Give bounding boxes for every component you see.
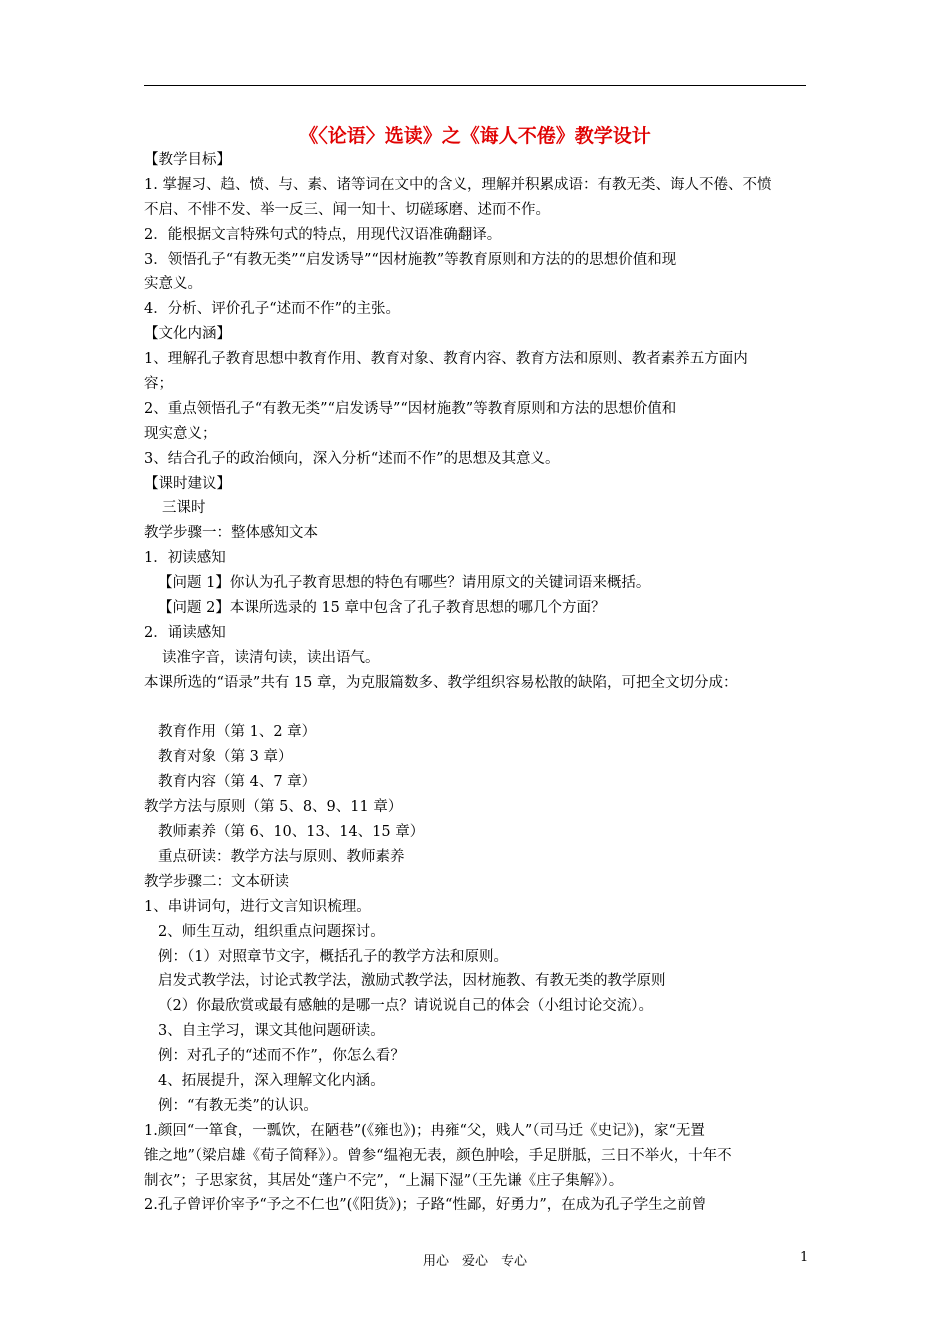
document-body (144, 148, 808, 1218)
text-line: 1.颜回“一箪食，一瓢饮，在陋巷”(《雍也》)；冉雍“父，贱人”（司马迁《史记》)，家“无置 (144, 1122, 705, 1139)
text-line: 实意义。 (144, 276, 202, 293)
text-line: 1、理解孔子教育思想中教育作用、教育对象、教育内容、教育方法和原则、教者素养五方面内 (144, 351, 748, 368)
footer-motto: 用心 爱心 专心 (422, 1254, 527, 1269)
text-line: 重点研读：教学方法与原则、教师素养 (158, 848, 405, 865)
page-footer (0, 1250, 950, 1270)
text-line: 【问题 2】本课所选录的 15 章中包含了孔子教育思想的哪几个方面？ (158, 600, 606, 617)
text-line: 读准字音，读清句读，读出语气。 (162, 649, 380, 666)
text-line: 4．分析、评价孔子“述而不作”的主张。 (144, 301, 401, 318)
text-line: 1、串讲词句，进行文言知识梳理。 (144, 898, 371, 915)
text-line: 1. 掌握习、趋、愤、与、素、诸等词在文中的含义，理解并积累成语：有教无类、诲人不倦、不愤 (144, 176, 772, 193)
text-line: 教师素养（第 6、10、13、14、15 章） (158, 824, 425, 841)
text-line: 制衣”；子思家贫，其居处“蓬户不完”，“上漏下湿”（王先谦《庄子集解》）。 (144, 1172, 624, 1189)
text-line: 教学方法与原则（第 5、8、9、11 章） (144, 799, 403, 816)
text-line: 教学步骤一：整体感知文本 (144, 525, 318, 542)
text-line: 【问题 1】你认为孔子教育思想的特色有哪些？请用原文的关键词语来概括。 (158, 575, 651, 592)
text-line: 教育作用（第 1、2 章） (158, 724, 317, 741)
text-line: 教育对象（第 3 章） (158, 749, 293, 766)
text-line: 2．诵读感知 (144, 624, 226, 641)
text-line: 3、结合孔子的政治倾向，深入分析“述而不作”的思想及其意义。 (144, 450, 560, 467)
text-line: 教育内容（第 4、7 章） (158, 774, 317, 791)
text-line: 启发式教学法，讨论式教学法，激励式教学法，因材施教、有教无类的教学原则 (158, 973, 666, 990)
text-line (144, 696, 808, 721)
text-line: 2、重点领悟孔子“有教无类”“启发诱导”“因材施教”等教育原则和方法的思想价值和 (144, 400, 677, 417)
text-line: 1．初读感知 (144, 550, 226, 567)
text-line: 例：“有教无类”的认识。 (158, 1097, 318, 1114)
text-line: 三课时 (162, 500, 206, 517)
text-line: 【教学目标】 (144, 152, 231, 168)
text-line: 2、师生互动，组织重点问题探讨。 (158, 923, 385, 940)
document-title: 《〈论语〉选读》之《诲人不倦》教学设计 (299, 125, 651, 147)
text-line: 例：（1）对照章节文字，概括孔子的教学方法和原则。 (158, 948, 508, 965)
text-line: （2）你最欣赏或最有感触的是哪一点？请说说自己的体会（小组讨论交流）。 (158, 998, 653, 1015)
text-line: 容； (144, 376, 173, 393)
text-line: 现实意义； (144, 425, 217, 442)
text-line: 2.孔子曾评价宰予“予之不仁也”(《阳货》)；子路“性鄙，好勇力”，在成为孔子学生之前曾 (144, 1197, 707, 1214)
text-line: 【课时建议】 (144, 475, 231, 492)
text-line: 4、拓展提升，深入理解文化内涵。 (158, 1072, 385, 1089)
text-line: 3．领悟孔子“有教无类”“启发诱导”“因材施教”等教育原则和方法的的思想价值和现 (144, 251, 677, 268)
text-line: 不启、不悱不发、举一反三、闻一知十、切磋琢磨、述而不作。 (144, 201, 550, 218)
text-line: 3、自主学习，课文其他问题研读。 (158, 1023, 385, 1040)
text-line: 教学步骤二：文本研读 (144, 873, 289, 890)
page-number: 1 (800, 1250, 809, 1265)
text-line: 例：对孔子的“述而不作”，你怎么看？ (158, 1048, 405, 1065)
header-rule (144, 85, 806, 86)
text-line: 本课所选的“语录”共有 15 章，为克服篇数多、教学组织容易松散的缺陷，可把全文切分成： (144, 674, 738, 691)
text-line: 锥之地”（梁启雄《荀子简释》）。曾参“缊袍无表，颜色肿哙，手足胼胝，三日不举火，十年不 (144, 1147, 732, 1164)
text-line: 2．能根据文言特殊句式的特点，用现代汉语准确翻译。 (144, 226, 502, 243)
text-line: 【文化内涵】 (144, 326, 231, 343)
